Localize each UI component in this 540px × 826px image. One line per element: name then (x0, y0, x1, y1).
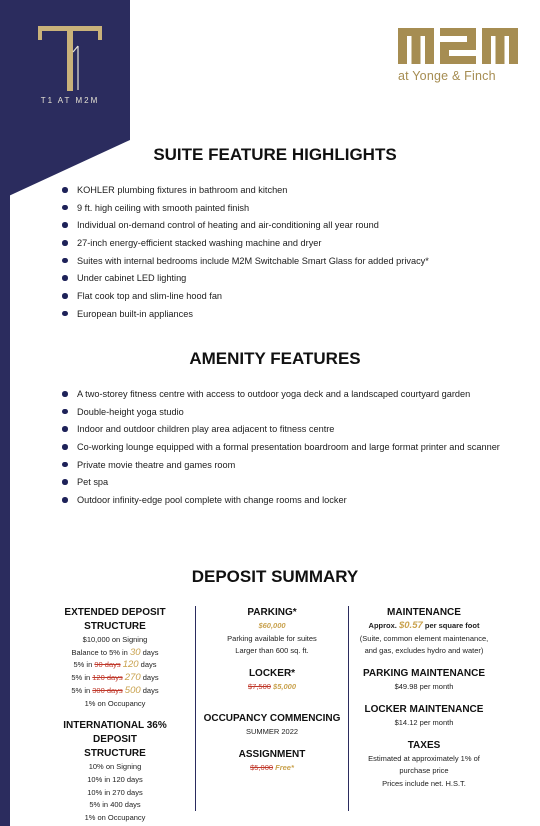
maintenance-column (349, 606, 499, 791)
taxes-line: purchase price (399, 766, 449, 776)
amenity-features-list (62, 388, 500, 512)
list-item: Under cabinet LED lighting (62, 272, 429, 290)
maintenance-prefix: Approx. (368, 621, 397, 630)
taxes-line: Estimated at approximately 1% of (368, 753, 480, 763)
parking-note: Larger than 600 sq. ft. (235, 646, 309, 656)
list-item: Pet spa (62, 476, 500, 494)
locker-price (197, 681, 347, 694)
column-divider (195, 606, 196, 811)
old-term: 120 days (92, 673, 123, 683)
balance-prefix: Balance to 5% in (71, 647, 128, 657)
list-item: KOHLER plumbing fixtures in bathroom and kitchen (62, 184, 429, 202)
balance-days: 30 (129, 646, 141, 658)
list-item: 27-inch energy-efficient stacked washing machine and dryer (62, 237, 429, 255)
list-item: Flat cook top and slim-line hood fan (62, 290, 429, 308)
t1-logo (30, 24, 110, 105)
t1-logo-caption: T1 AT M2M (40, 96, 100, 105)
row-suffix: days (142, 685, 159, 695)
international-deposit-title-line2: STRUCTURE (84, 748, 146, 760)
parking-maintenance-value: $49.98 per month (394, 682, 454, 692)
assignment-new-price: Free* (275, 762, 294, 772)
parking-price: $60,000 (258, 621, 286, 630)
m2m-wordmark-icon (398, 28, 518, 64)
list-item: Outdoor infinity-edge pool complete with change rooms and locker (62, 494, 500, 512)
maintenance-rate (349, 620, 499, 633)
locker-maintenance-title: LOCKER MAINTENANCE (364, 703, 484, 715)
taxes-line: Prices include net. H.S.T. (382, 778, 466, 788)
row-suffix: days (142, 673, 159, 683)
international-line: 10% in 270 days (87, 787, 143, 797)
international-line: 10% on Signing (88, 762, 142, 772)
old-term: 300 days (92, 685, 123, 695)
maintenance-note: and gas, excludes hydro and water) (364, 646, 484, 656)
list-item: Suites with internal bedrooms include M2M Switchable Smart Glass for added privacy* (62, 255, 429, 273)
international-line: 1% on Occupancy (84, 813, 146, 823)
new-term: 120 (122, 659, 139, 671)
left-navy-edge (0, 0, 10, 826)
occupancy-title: OCCUPANCY COMMENCING (203, 712, 341, 724)
new-term: 500 (124, 684, 141, 696)
parking-maintenance-title: PARKING MAINTENANCE (362, 668, 486, 680)
list-item: European built-in appliances (62, 308, 429, 326)
maintenance-note: (Suite, common element maintenance, (359, 633, 489, 643)
row-prefix: 5% in (71, 685, 91, 695)
extended-row (40, 659, 190, 672)
extended-deposit-title: EXTENDED DEPOSIT (64, 607, 166, 618)
maintenance-price: $0.57 (398, 620, 423, 631)
list-item: Private movie theatre and games room (62, 459, 500, 477)
suite-features-list (62, 184, 429, 326)
extended-signing: $10,000 on Signing (82, 635, 148, 644)
m2m-logo (398, 28, 518, 83)
maintenance-title: MAINTENANCE (387, 607, 461, 618)
locker-new-price: $5,000 (273, 682, 296, 692)
international-line: 5% in 400 days (89, 800, 141, 810)
locker-maintenance-value: $14.12 per month (394, 717, 454, 727)
locker-old-price: $7,500 (248, 682, 271, 692)
assignment-old-price: $5,000 (250, 762, 274, 772)
list-item: Double-height yoga studio (62, 406, 500, 424)
list-item: Individual on-demand control of heating and air-conditioning all year round (62, 219, 429, 237)
old-term: 90 days (94, 660, 121, 670)
list-item: Co-working lounge equipped with a formal presentation boardroom and large format printer and scanner (62, 441, 500, 459)
parking-title: PARKING* (247, 607, 297, 618)
deposit-structure-column (40, 606, 190, 825)
t1-monogram-icon (30, 24, 110, 94)
occupancy-value: SUMMER 2022 (245, 726, 299, 736)
amenity-features-title: AMENITY FEATURES (189, 349, 361, 368)
extended-balance (40, 647, 190, 660)
international-line: 10% in 120 days (87, 774, 143, 784)
row-suffix: days (140, 660, 157, 670)
list-item: 9 ft. high ceiling with smooth painted finish (62, 202, 429, 220)
assignment-title: ASSIGNMENT (238, 748, 306, 760)
locker-title: LOCKER* (248, 668, 296, 680)
extended-row (40, 685, 190, 698)
assignment-price (197, 762, 347, 775)
extended-row (40, 672, 190, 685)
parking-note: Parking available for suites (227, 633, 317, 643)
list-item: A two-storey fitness centre with access to outdoor yoga deck and a landscaped courtyard garden (62, 388, 500, 406)
balance-suffix: days (142, 647, 159, 657)
maintenance-suffix: per square foot (424, 621, 480, 630)
deposit-summary-title: DEPOSIT SUMMARY (191, 567, 359, 586)
list-item: Indoor and outdoor children play area adjacent to fitness centre (62, 423, 500, 441)
new-term: 270 (124, 672, 141, 684)
suite-features-title: SUITE FEATURE HIGHLIGHTS (153, 145, 397, 164)
extended-deposit-title-line2: STRUCTURE (84, 621, 146, 632)
taxes-title: TAXES (407, 739, 441, 751)
extended-occupancy: 1% on Occupancy (84, 698, 146, 708)
m2m-logo-subtitle: at Yonge & Finch (398, 69, 496, 83)
international-deposit-title: INTERNATIONAL 36% DEPOSIT (63, 720, 167, 746)
row-prefix: 5% in (71, 673, 91, 683)
row-prefix: 5% in (73, 660, 93, 670)
parking-locker-column (197, 606, 347, 774)
